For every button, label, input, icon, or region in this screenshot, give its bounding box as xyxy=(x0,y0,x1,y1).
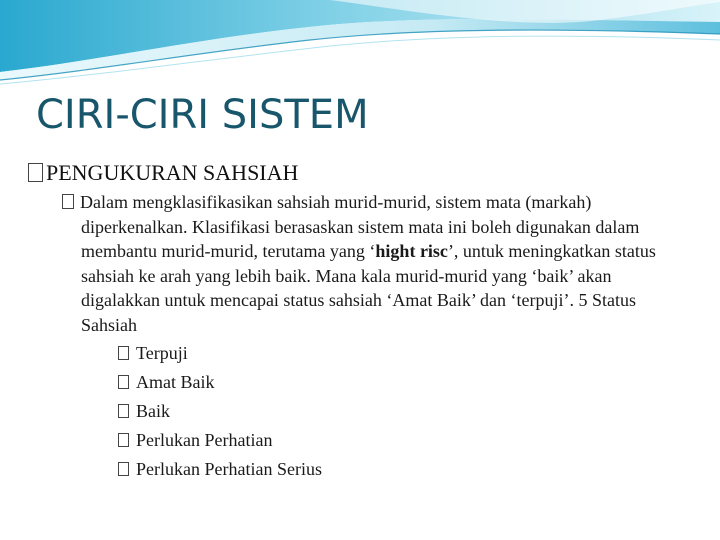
body-paragraph xyxy=(62,190,686,337)
missing-glyph-icon xyxy=(118,462,129,476)
paragraph-text-start: Dalam mengklasifikasikan sahsiah murid-murid, sistem mata (markah) diperkenalkan. Klasifikasi berasaskan sistem mata ini boleh digunakan dalam membantu murid-murid, terutama yang ‘ xyxy=(80,192,640,261)
paragraph-text-end: ’, untuk meningkatkan status sahsiah ke arah yang lebih baik. Mana kala murid-murid yang ‘baik’ akan digalakkan untuk mencapai status sahsiah ‘Amat Baik’ dan ‘terpuji’. 5 Status Sahsiah xyxy=(81,241,656,335)
missing-glyph-icon xyxy=(118,346,129,360)
list-item xyxy=(118,426,322,455)
missing-glyph-icon xyxy=(118,404,129,418)
list-item xyxy=(118,368,322,397)
paragraph-bold-term: hight risc xyxy=(375,241,448,261)
status-label: Amat Baik xyxy=(136,372,215,392)
status-label: Perlukan Perhatian Serius xyxy=(136,459,322,479)
status-list xyxy=(118,339,322,484)
missing-glyph-icon xyxy=(62,194,74,209)
status-label: Terpuji xyxy=(136,343,188,363)
section-heading xyxy=(28,160,298,186)
missing-glyph-icon xyxy=(118,375,129,389)
list-item xyxy=(118,339,322,368)
list-item xyxy=(118,397,322,426)
missing-glyph-icon xyxy=(118,433,129,447)
slide-title: CIRI-CIRI SISTEM xyxy=(36,92,369,138)
header-wave-decoration xyxy=(0,0,720,90)
status-label: Perlukan Perhatian xyxy=(136,430,273,450)
status-label: Baik xyxy=(136,401,170,421)
section-heading-text: PENGUKURAN SAHSIAH xyxy=(46,160,299,185)
missing-glyph-icon xyxy=(28,163,43,182)
list-item xyxy=(118,455,322,484)
